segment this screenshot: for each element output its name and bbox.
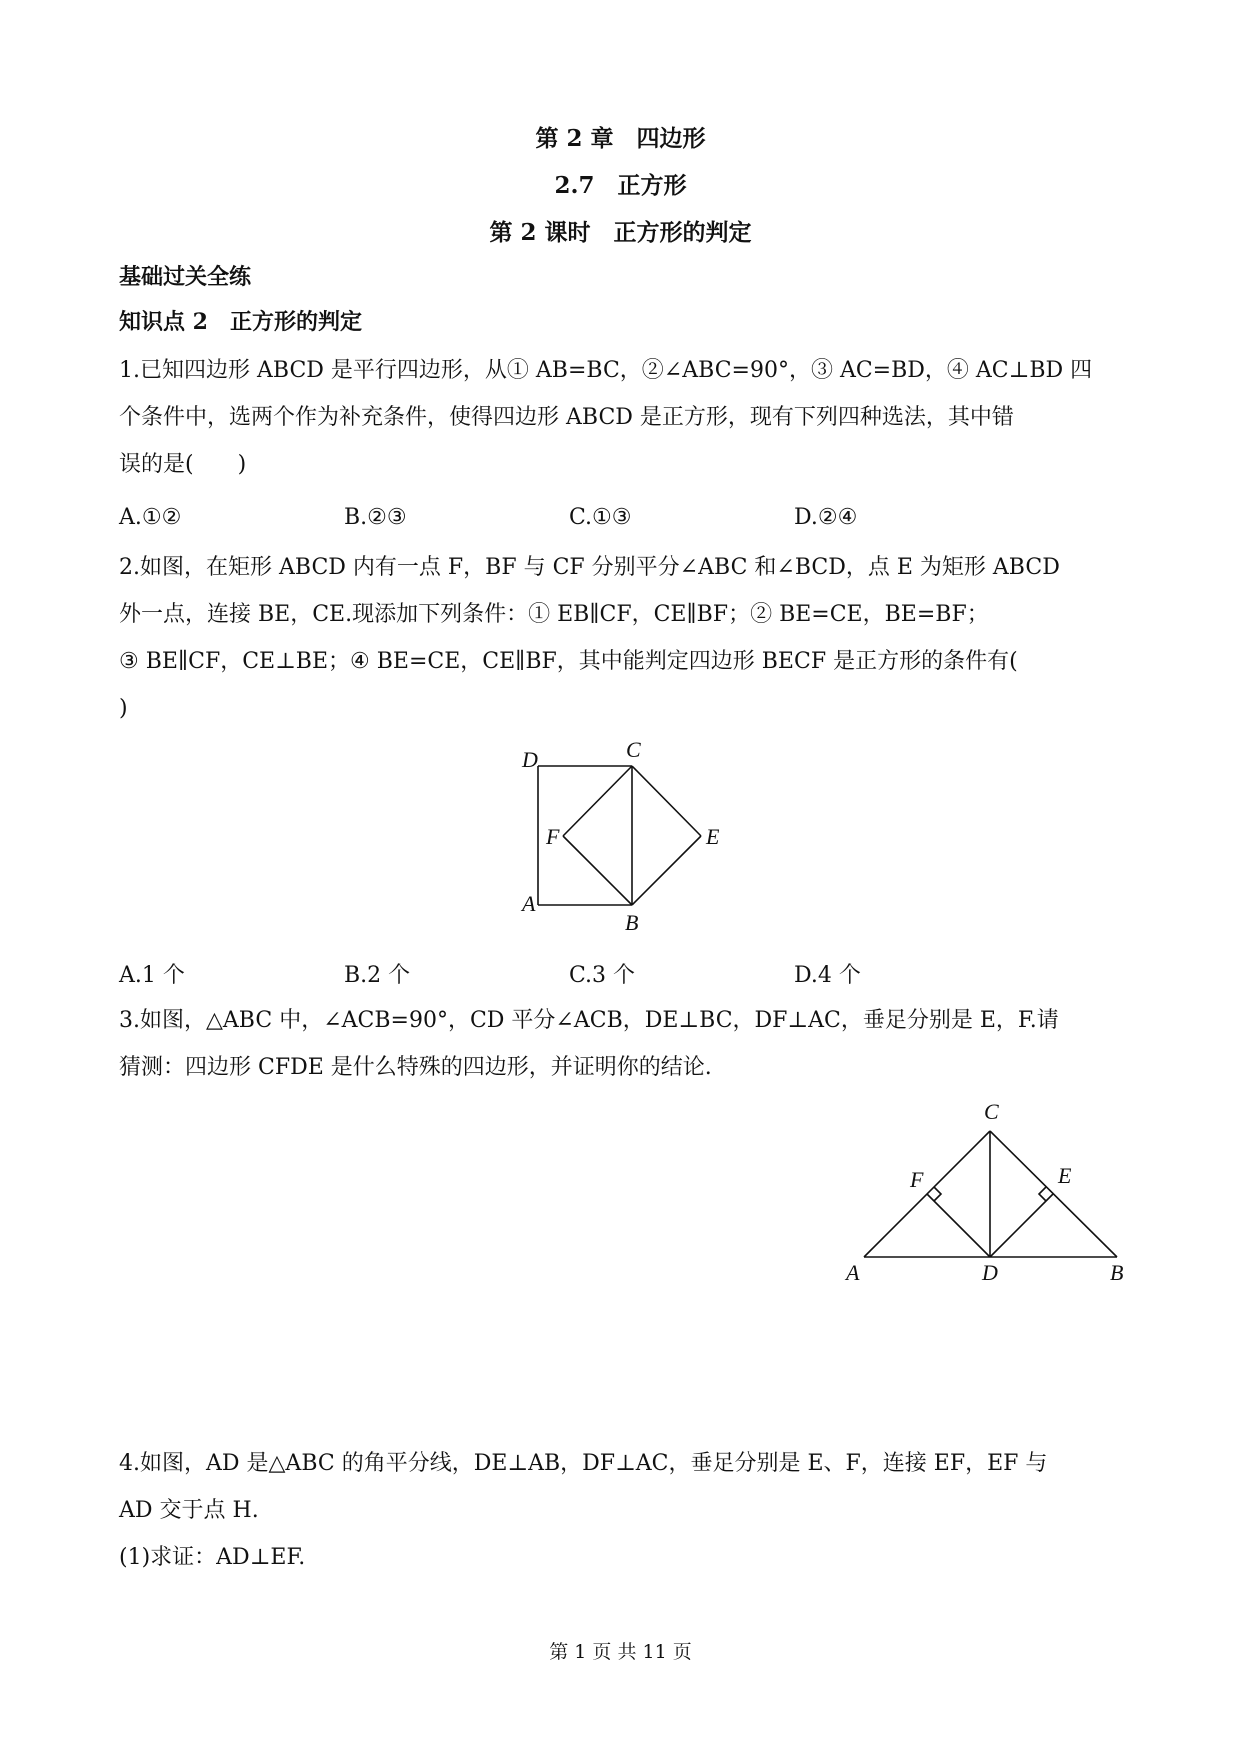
q2-line-2: 外一点，连接 BE，CE.现添加下列条件：① EB∥CF，CE∥BF；② BE=CE，BE=BF； <box>119 602 989 627</box>
q3-line-2: 猜测：四边形 CFDE 是什么特殊的四边形，并证明你的结论. <box>119 1055 712 1080</box>
right-angle-E <box>1039 1187 1046 1201</box>
lesson-title: 第 2 课时 正方形的判定 <box>489 219 752 246</box>
q3-line-1: 3.如图，△ABC 中，∠ACB=90°，CD 平分∠ACB，DE⊥BC，DF⊥AC，垂足分别是 E，F.请 <box>119 1008 1059 1033</box>
q2-option-a: A.1 个 <box>119 963 185 988</box>
label-D: D <box>982 1260 998 1285</box>
q1-line-2: 个条件中，选两个作为补充条件，使得四边形 ABCD 是正方形，现有下列四种选法，其中错 <box>119 405 1014 430</box>
label-B: B <box>625 910 639 935</box>
page-footer: 第 1 页 共 11 页 <box>549 1641 692 1663</box>
q4-line-1: 4.如图，AD 是△ABC 的角平分线，DE⊥AB，DF⊥AC，垂足分别是 E、F，连接 EF，EF 与 <box>119 1451 1048 1476</box>
q1-line-3: 误的是( ) <box>119 452 247 477</box>
q2-option-c: C.3 个 <box>569 963 636 988</box>
segment-CF <box>563 766 632 836</box>
label-F: F <box>910 1167 924 1192</box>
label-E: E <box>706 824 720 849</box>
label-C: C <box>626 737 641 762</box>
section-title-text: 2.7 正方形 <box>554 172 687 199</box>
label-B: B <box>1110 1260 1124 1285</box>
label-F: F <box>546 824 560 849</box>
segment-FB <box>563 836 632 905</box>
segment-DE <box>990 1194 1053 1257</box>
label-C: C <box>984 1099 999 1124</box>
label-A: A <box>846 1260 860 1285</box>
q1-option-a: A.①② <box>119 505 182 530</box>
q1-option-b: B.②③ <box>344 505 407 530</box>
q2-option-b: B.2 个 <box>344 963 411 988</box>
q3-figure <box>840 1095 1130 1295</box>
q4-line-2: AD 交于点 H. <box>119 1498 259 1523</box>
q2-option-d: D.4 个 <box>794 963 861 988</box>
q2-line-3: ③ BE∥CF，CE⊥BE；④ BE=CE，CE∥BF，其中能判定四边形 BECF 是正方形的条件有( <box>119 649 1018 674</box>
knowledge-point-title: 知识点 2 正方形的判定 <box>119 309 362 335</box>
segment-DF <box>927 1194 990 1257</box>
part-title: 基础过关全练 <box>119 264 252 290</box>
section-title <box>0 167 1241 200</box>
chapter-title: 第 2 章 四边形 <box>535 125 706 152</box>
q4-line-3: (1)求证：AD⊥EF. <box>119 1545 306 1570</box>
q2-figure <box>510 735 740 935</box>
label-A: A <box>522 891 536 916</box>
segment-CE <box>632 766 701 836</box>
q1-option-c: C.①③ <box>569 505 632 530</box>
q1-line-1: 1.已知四边形 ABCD 是平行四边形，从① AB=BC，②∠ABC=90°，③ AC=BD，④ AC⊥BD 四 <box>119 358 1093 383</box>
segment-EB <box>632 836 701 905</box>
q1-option-d: D.②④ <box>794 505 858 530</box>
label-E: E <box>1058 1163 1072 1188</box>
label-D: D <box>522 747 538 772</box>
q2-line-1: 2.如图，在矩形 ABCD 内有一点 F，BF 与 CF 分别平分∠ABC 和∠BCD，点 E 为矩形 ABCD <box>119 555 1060 580</box>
q2-line-4: ) <box>119 696 128 721</box>
right-angle-F <box>934 1187 941 1201</box>
